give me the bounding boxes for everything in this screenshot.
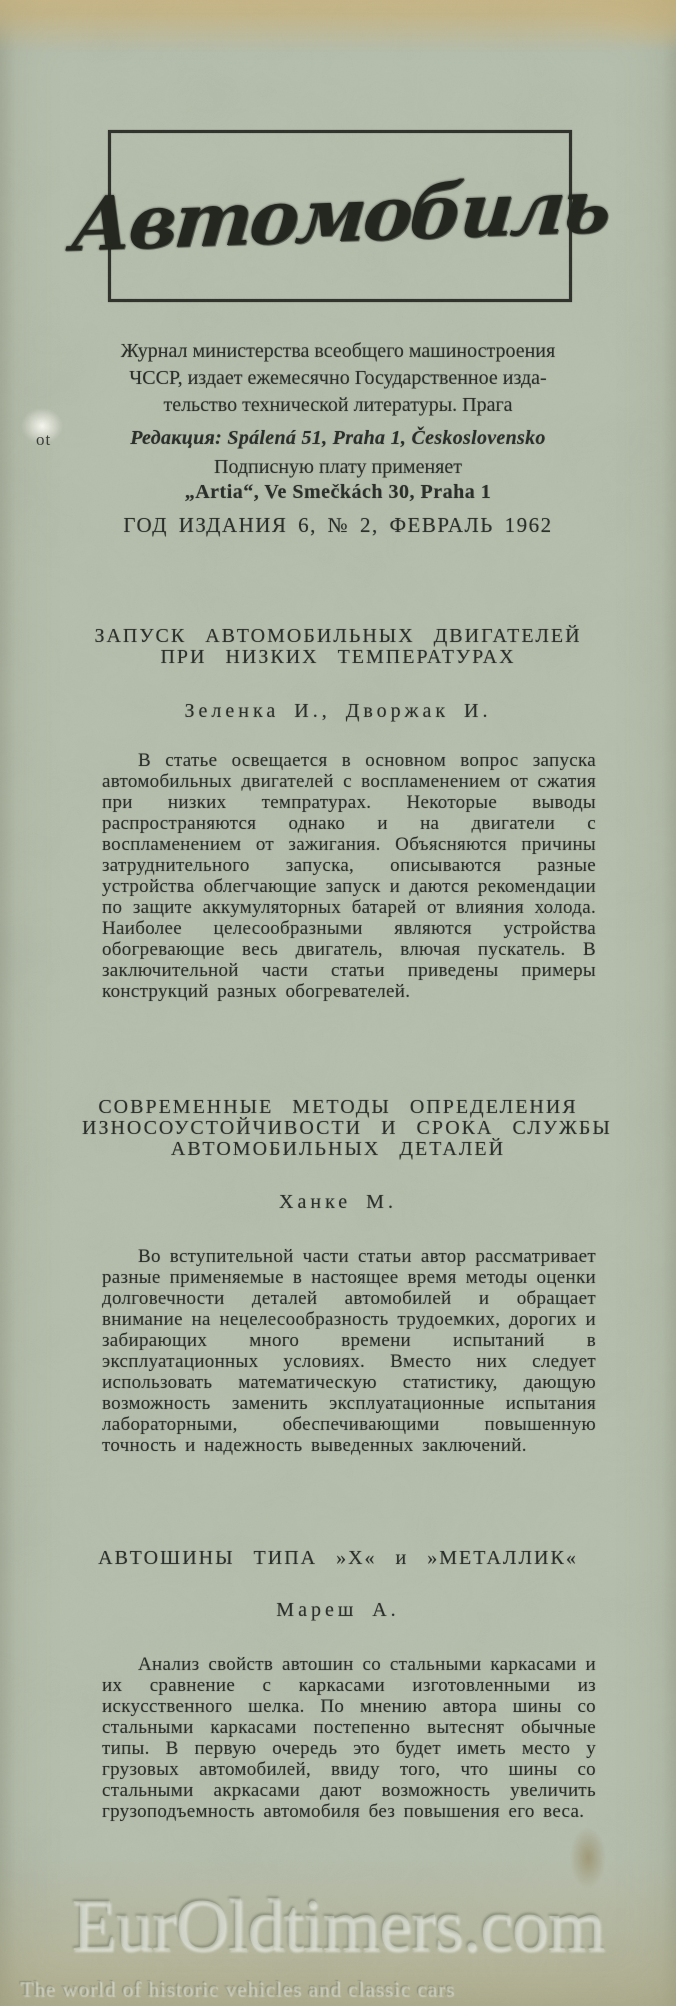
article-3-title — [82, 1548, 594, 1569]
article-2-authors: Ханке М. — [279, 1191, 397, 1213]
publisher-line: ЧССР, издает ежемесячно Государственное изда- — [129, 367, 547, 389]
article-1-authors: Зеленка И., Дворжак И. — [184, 700, 492, 722]
article-2-abstract: Во вступительной части статьи автор рассматривает разные применяемые в настоящее время методы оценки долговечности деталей автомобилей и обращает внимание на нецелесообразность трудоемких, дорогих и забирающих много времени испытаний в эксплуатационных условиях. Вместо них следует использовать математическую статистику, дающую возможность заменить эксплуатационные испытания лабораторными, обеспечивающими повышенную точность и надежность выведенных заключений. — [102, 1246, 596, 1456]
title-line: ЗАПУСК АВТОМОБИЛЬНЫХ ДВИГАТЕЛЕЙ — [94, 625, 582, 647]
journal-logo: Автомобиль — [68, 163, 612, 269]
editorial-office-line: Редакция: Spálená 51, Praha 1, Československo — [130, 427, 546, 449]
title-line: ИЗНОСОУСТОЙЧИВОСТИ И СРОКА СЛУЖБЫ — [82, 1117, 612, 1139]
article-3-abstract: Анализ свойств автошин со стальными каркасами и их сравнение с каркасами изготовленными из искусственного шелка. По мнению автора шины со стальными каркасами постепенно вытеснят обычные типы. В первую очередь это будет иметь место у грузовых автомобилей, ввиду того, что шины со стальными акркасами дают возможность увеличить грузоподъемность автомобиля без повышения его веса. — [102, 1654, 596, 1822]
publisher-block — [82, 338, 594, 505]
subscription-note: Подписную плату применяет — [214, 456, 462, 478]
publisher-line: Журнал министерства всеобщего машиностроения — [120, 340, 556, 362]
watermark — [0, 1884, 676, 2002]
edition-line: ГОД ИЗДАНИЯ 6, № 2, ФЕВРАЛЬ 1962 — [123, 513, 553, 537]
scan-artifact-text: ot — [36, 430, 52, 449]
title-line: СОВРЕМЕННЫЕ МЕТОДЫ ОПРЕДЕЛЕНИЯ — [98, 1096, 578, 1118]
subscription-agent: „Artia“, Ve Smečkách 30, Praha 1 — [184, 481, 492, 503]
masthead-box — [68, 130, 612, 302]
article-1-title — [82, 626, 594, 668]
title-line: АВТОШИНЫ ТИПА »Х« и »МЕТАЛЛИК« — [98, 1547, 578, 1569]
article-2-title — [82, 1096, 612, 1160]
title-line: АВТОМОБИЛЬНЫХ ДЕТАЛЕЙ — [170, 1138, 506, 1160]
article-3-authors: Мареш А. — [276, 1599, 400, 1621]
publisher-line: тельство технической литературы. Прага — [163, 394, 513, 416]
article-1-abstract: В статье освещается в основном вопрос запуска автомобильных двигателей с воспламенением от сжатия при низких темпратурах. Некоторые выводы распространяются однако и на двигатели с воспламенением от зажигания. Объясняются причины затруднительного запуска, описываются разные устройства облегчающие запуск и даются рекомендации по защите аккумуляторных батарей от влияния холода. Наиболее целесообразными являются устройства обогревающие весь двигатель, влючая пускатель. В заключительной части статьи приведены примеры конструкций разных обогревателей. — [102, 750, 596, 1002]
title-line: ПРИ НИЗКИХ ТЕМПЕРАТУРАХ — [160, 646, 516, 668]
watermark-site-text: EurOldtimers.com — [71, 1885, 605, 1967]
watermark-tagline: The world of historic vehicles and classic cars — [20, 1977, 455, 2001]
